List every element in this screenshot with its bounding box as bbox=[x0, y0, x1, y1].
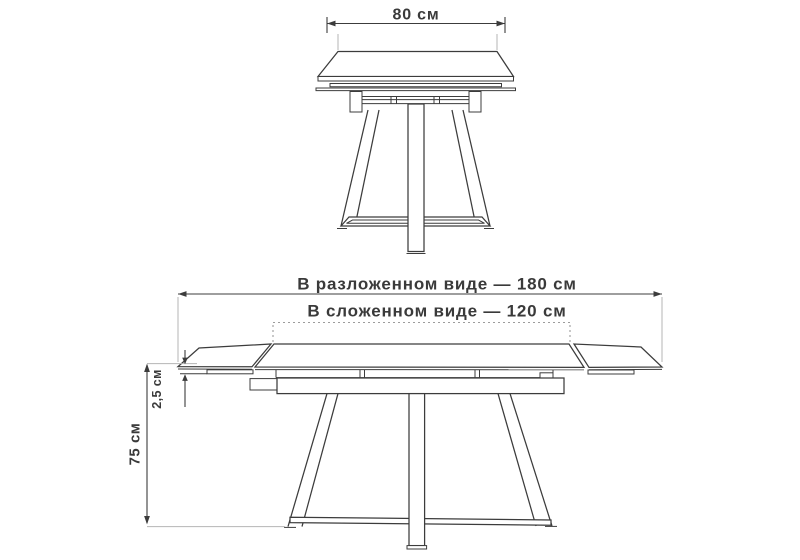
end-view-legs bbox=[337, 104, 494, 254]
right-leg-line bbox=[510, 394, 552, 526]
arrowhead-right bbox=[654, 291, 663, 297]
folded-leaf-edge bbox=[330, 84, 502, 87]
leaf-support-lip bbox=[207, 370, 253, 374]
unfolded-width-dimension-label: В разложенном виде — 180 см bbox=[297, 274, 577, 294]
arrowhead-up bbox=[182, 374, 188, 381]
front-view-drawing bbox=[127, 275, 663, 550]
leaf-support-lip bbox=[588, 370, 634, 374]
front-view-tabletop bbox=[178, 344, 662, 374]
arrowhead-right bbox=[497, 21, 506, 27]
post-foot bbox=[407, 546, 427, 549]
apron-rail bbox=[277, 378, 564, 394]
arrowhead-down bbox=[144, 516, 150, 524]
end-view-tabletop bbox=[316, 52, 516, 91]
slide-step bbox=[250, 379, 277, 390]
tabletop-surface bbox=[318, 52, 514, 77]
left-leg-line bbox=[341, 110, 368, 226]
main-tabletop bbox=[255, 344, 584, 367]
folded-width-dimension-label: В сложенном виде — 120 см bbox=[307, 301, 567, 321]
end-view-drawing bbox=[316, 7, 516, 254]
top-width-dimension bbox=[327, 7, 505, 51]
under-frame bbox=[250, 370, 564, 394]
right-leg-line bbox=[452, 110, 476, 226]
folded-leaf-edge bbox=[316, 88, 516, 91]
height-dimension-label: 75 см bbox=[126, 422, 144, 466]
front-view-legs bbox=[284, 394, 557, 549]
center-post bbox=[408, 104, 424, 252]
tabletop-edge bbox=[318, 77, 514, 82]
top-width-dimension-label: 80 см bbox=[392, 6, 440, 24]
center-post bbox=[409, 394, 425, 546]
arrowhead-left bbox=[327, 21, 336, 27]
mechanism-end-block bbox=[350, 92, 362, 113]
right-extension-leaf bbox=[574, 344, 662, 367]
left-leg-line bbox=[355, 110, 379, 226]
right-leg-line bbox=[463, 110, 490, 226]
right-leg-line bbox=[498, 394, 536, 526]
arrowhead-left bbox=[178, 291, 187, 297]
thickness-dimension-label: 2,5 см bbox=[150, 369, 164, 409]
folded-width-dimension bbox=[273, 302, 570, 344]
mechanism-end-block bbox=[469, 92, 481, 113]
